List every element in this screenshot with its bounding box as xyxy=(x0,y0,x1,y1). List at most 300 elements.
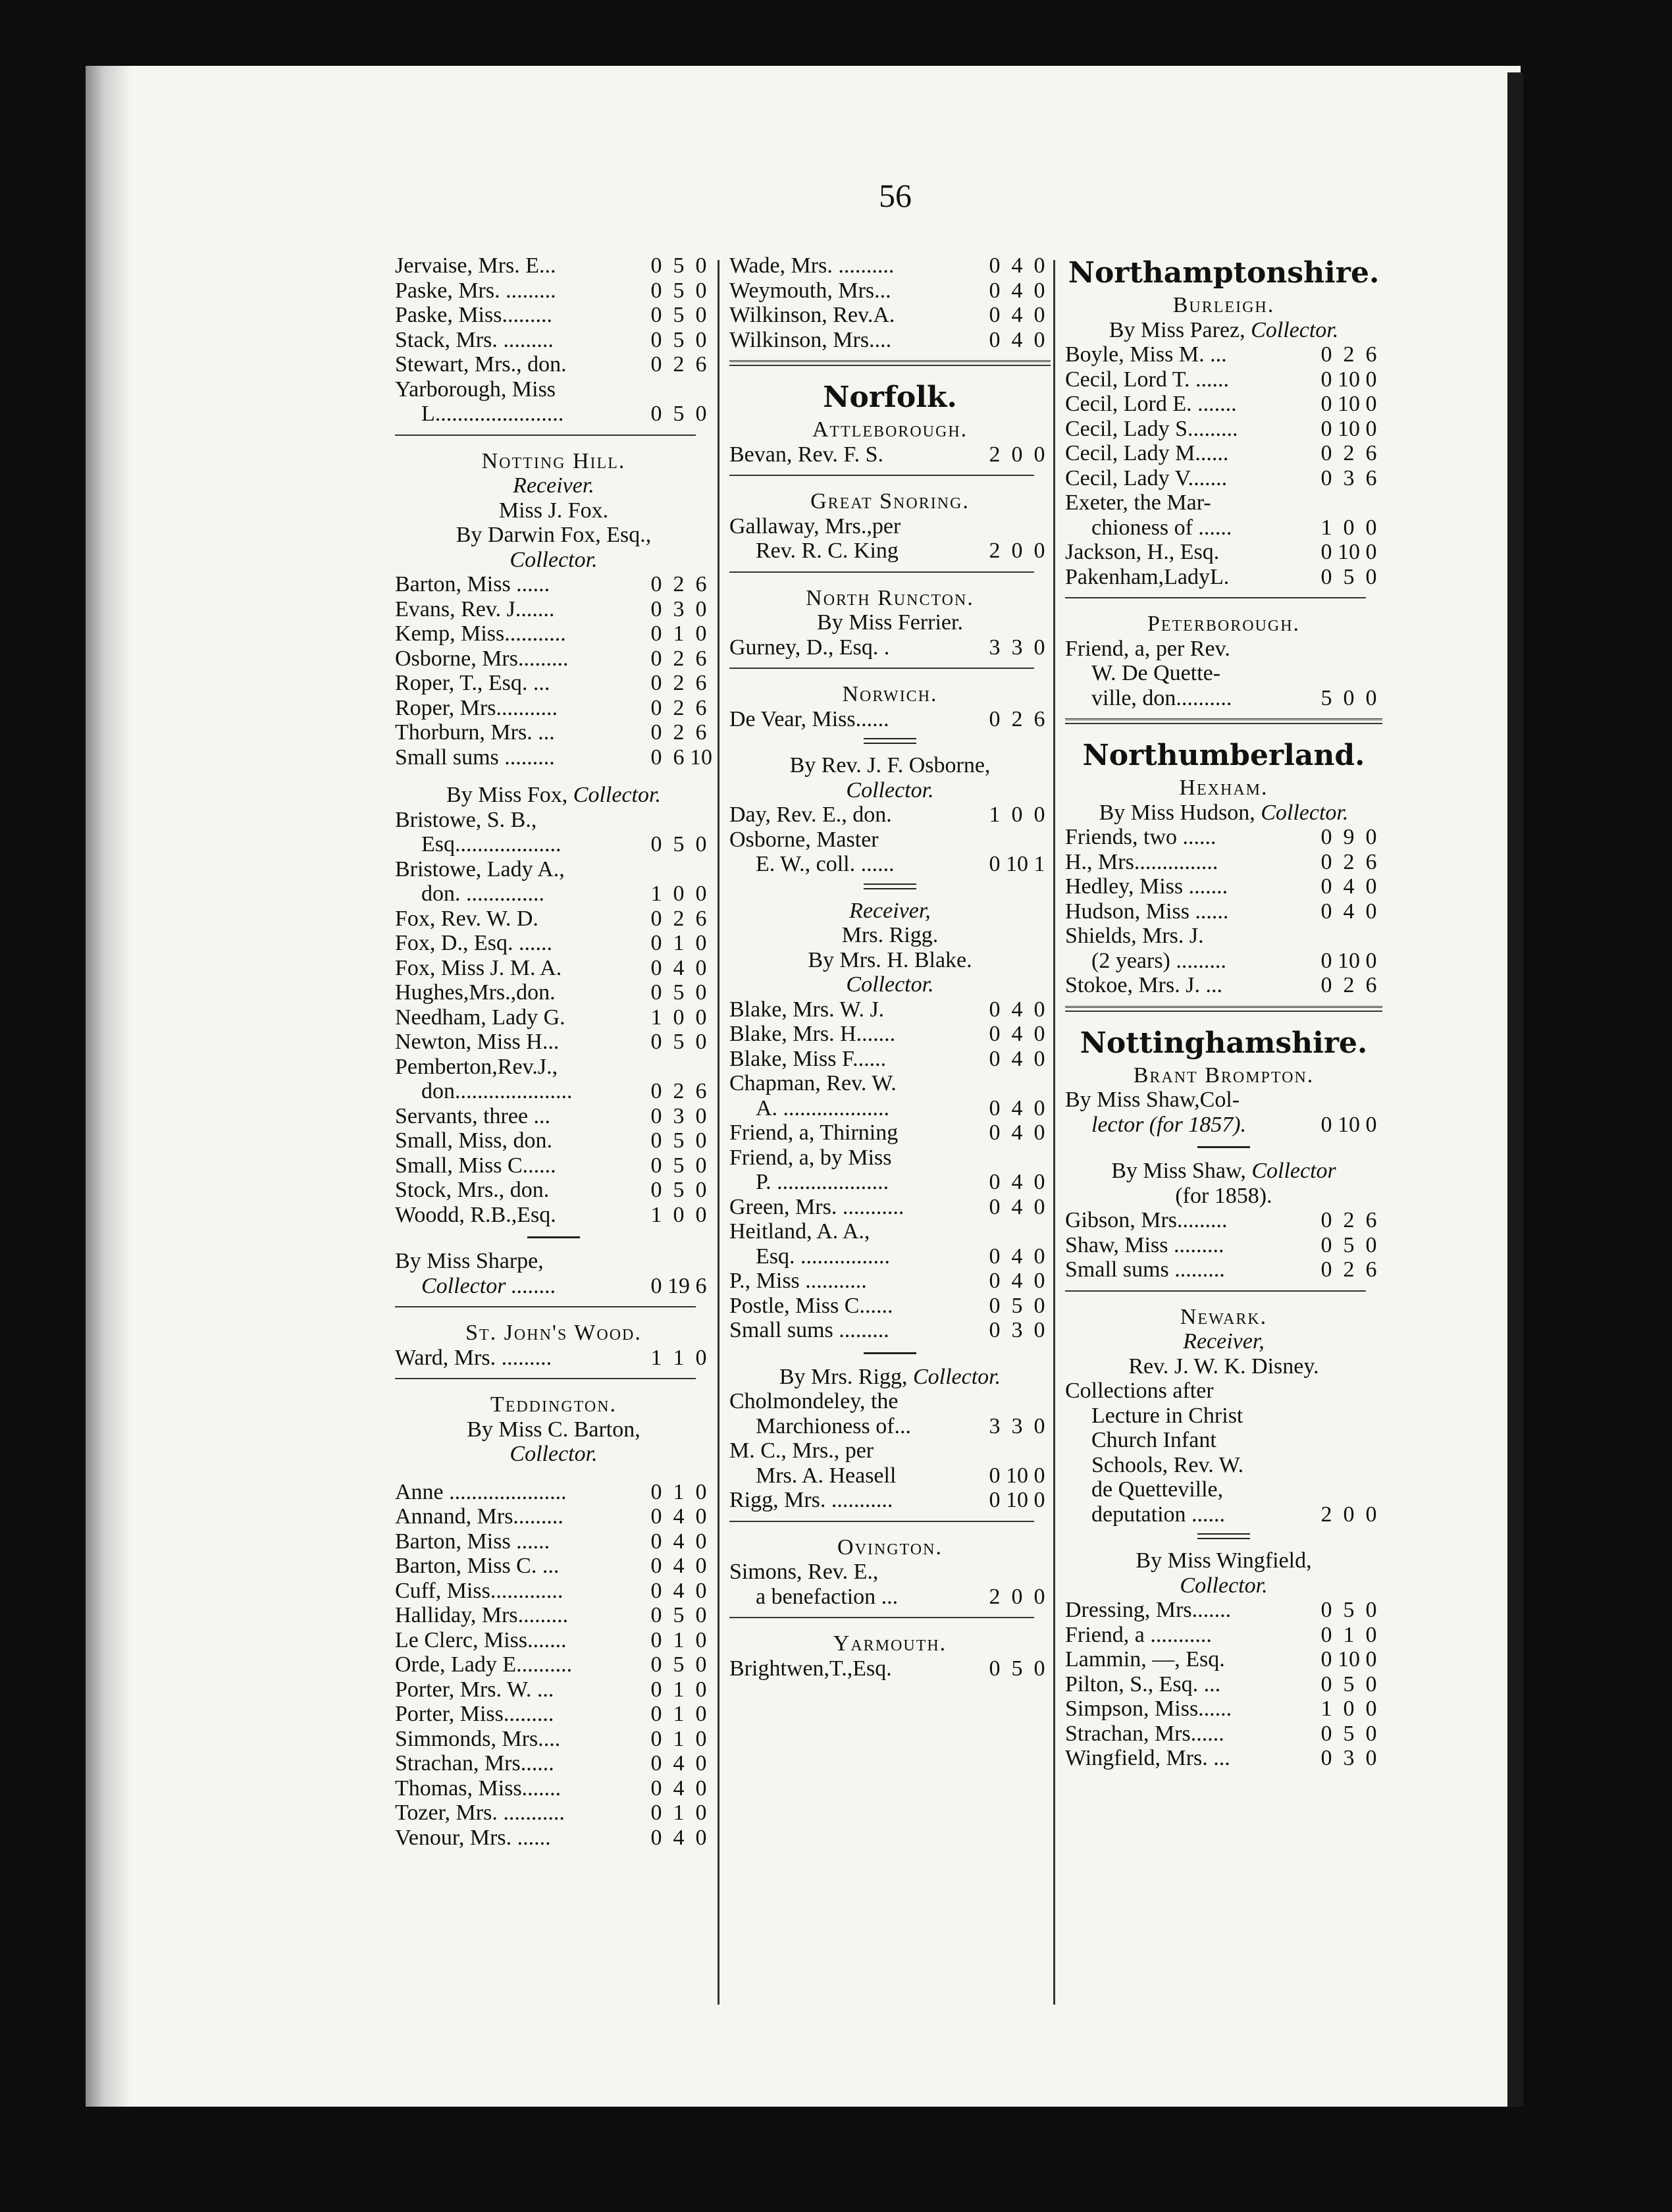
entry-row xyxy=(395,1751,712,1776)
amount-pounds: 0 xyxy=(1320,1112,1332,1137)
county-heading: Norfolk. xyxy=(823,381,957,414)
amount-pence: 0 xyxy=(1033,253,1045,278)
collector-label: Collector. xyxy=(1251,317,1339,342)
amount-pence: 6 xyxy=(695,695,707,720)
amount-pence: 0 xyxy=(695,1751,707,1776)
place-name: Brant Brompton. xyxy=(1133,1063,1315,1088)
entry-name: Fox, Rev. W. D. xyxy=(395,906,538,931)
sub-heading xyxy=(1065,1573,1382,1598)
amount-pence: 0 xyxy=(1365,899,1377,924)
amount-pounds: 0 xyxy=(650,1554,662,1578)
amount-pounds: 0 xyxy=(650,278,662,303)
amount-shillings: 10 xyxy=(1006,1463,1028,1488)
entry-name: Osborne, Master xyxy=(729,827,879,852)
amount-shillings: 4 xyxy=(1011,1022,1023,1046)
entry-continuation xyxy=(729,1244,1051,1269)
entry-continuation xyxy=(729,1463,1051,1488)
amount-pounds: 0 xyxy=(989,706,1001,731)
entry-name: Woodd, R.B.,Esq. xyxy=(395,1202,556,1227)
entry-continuation xyxy=(1065,1502,1382,1527)
heading-text: By Miss C. Barton, xyxy=(467,1417,640,1442)
amount-pence: 0 xyxy=(1365,825,1377,849)
amount-shillings: 2 xyxy=(673,1079,685,1103)
short-rule xyxy=(527,1236,580,1238)
place-name: St. John's Wood. xyxy=(465,1321,642,1345)
amount-pounds: 0 xyxy=(989,1170,1001,1194)
amount-shillings: 1 xyxy=(673,1801,685,1825)
entry-row xyxy=(729,442,1051,467)
column-divider xyxy=(718,260,719,2005)
amount-shillings: 10 xyxy=(1338,540,1360,564)
amount-shillings: 5 xyxy=(673,1030,685,1054)
entry-row xyxy=(729,253,1051,278)
amount-pounds xyxy=(1315,661,1338,686)
amount-shillings: 5 xyxy=(673,402,685,426)
amount-shillings: 5 xyxy=(1343,1232,1355,1257)
entry-row xyxy=(395,1178,712,1203)
amount-pence: 0 xyxy=(695,1603,707,1627)
amount-pence: 0 xyxy=(1033,327,1045,352)
amount-shillings: 2 xyxy=(673,695,685,720)
amount-pence: 0 xyxy=(1033,1170,1045,1194)
entry-row xyxy=(395,303,712,328)
amount-pounds: 0 xyxy=(650,906,662,931)
entry-name: P. .................... xyxy=(756,1170,889,1194)
amount-pence: 0 xyxy=(1033,1095,1045,1120)
place-heading xyxy=(395,1392,712,1417)
amount-pence xyxy=(690,377,712,402)
amount-pounds: 3 xyxy=(989,635,1001,660)
amount-pounds: 0 xyxy=(989,1120,1001,1145)
entry-row xyxy=(395,857,712,882)
amount-pounds xyxy=(645,377,667,402)
entry-name: Cecil, Lady V....... xyxy=(1065,465,1228,490)
amount-pence: 0 xyxy=(695,1554,707,1578)
amount-pence: 0 xyxy=(695,931,707,955)
amount-shillings: 0 xyxy=(1011,803,1023,827)
entry-name: Simons, Rev. E., xyxy=(729,1560,879,1584)
amount-shillings: 2 xyxy=(1343,441,1355,465)
place-heading xyxy=(1065,293,1382,318)
entry-name: de Quetteville, xyxy=(1091,1477,1224,1502)
entry-continuation xyxy=(1065,1477,1382,1502)
entry-row xyxy=(395,597,712,622)
amount-pounds: 0 xyxy=(650,1702,662,1726)
entry-name: Heitland, A. A., xyxy=(729,1219,870,1244)
amount-pence: 0 xyxy=(695,253,707,278)
amount-pounds: 0 xyxy=(989,1244,1001,1269)
amount-shillings: 5 xyxy=(1343,564,1355,589)
amount-pence xyxy=(1028,1219,1051,1244)
place-name: Newark. xyxy=(1180,1304,1268,1329)
column-divider xyxy=(1053,260,1055,2005)
collector-label: Collector. xyxy=(573,783,661,807)
amount-pounds: 0 xyxy=(650,745,662,770)
entry-row xyxy=(395,1128,712,1153)
entry-row xyxy=(395,621,712,646)
amount-shillings xyxy=(1338,1379,1360,1404)
amount-shillings: 1 xyxy=(673,621,685,646)
amount-pounds: 0 xyxy=(1320,1208,1332,1232)
amount-pounds: 0 xyxy=(650,1603,662,1627)
amount-shillings: 9 xyxy=(1343,825,1355,849)
entry-name: Bristowe, S. B., xyxy=(395,807,537,832)
entry-row xyxy=(1065,874,1382,899)
amount-pence: 0 xyxy=(695,1345,707,1370)
entry-row xyxy=(395,1249,712,1274)
entry-row xyxy=(1065,1598,1382,1623)
entry-row xyxy=(1065,1257,1382,1282)
place-heading xyxy=(729,417,1051,442)
entry-row xyxy=(729,997,1051,1022)
amount-pounds: 0 xyxy=(650,596,662,621)
amount-shillings: 1 xyxy=(673,1702,685,1726)
entry-row xyxy=(1065,367,1382,392)
amount-pence: 0 xyxy=(695,621,707,646)
amount-shillings xyxy=(667,1055,690,1080)
amount-shillings xyxy=(1006,1146,1028,1171)
short-rule xyxy=(864,1352,916,1354)
amount-shillings: 5 xyxy=(673,253,685,278)
entry-name: Hughes,Mrs.,don. xyxy=(395,980,556,1005)
amount-shillings: 0 xyxy=(673,882,685,906)
amount-pence: 0 xyxy=(695,1005,707,1030)
amount-pounds xyxy=(983,1146,1006,1171)
heading-text: By Miss Ferrier. xyxy=(817,610,963,635)
amount-pounds: 0 xyxy=(650,1677,662,1702)
amount-pence: 0 xyxy=(695,278,707,303)
amount-pence: 0 xyxy=(1365,1746,1377,1770)
amount-pence: 6 xyxy=(1365,1208,1377,1232)
amount-shillings: 0 xyxy=(1011,1584,1023,1609)
amount-pence: 0 xyxy=(1365,1647,1377,1672)
place-name: Great Snoring. xyxy=(810,489,970,514)
entry-row xyxy=(395,253,712,278)
entry-row xyxy=(395,1776,712,1801)
entry-name: Small sums ......... xyxy=(395,745,555,770)
amount-pence: 0 xyxy=(695,303,707,327)
entry-name: Cecil, Lord E. ....... xyxy=(1065,392,1237,416)
amount-shillings: 5 xyxy=(673,1652,685,1677)
entry-name: don..................... xyxy=(421,1079,573,1103)
amount-pounds xyxy=(983,1560,1006,1585)
entry-name: Paske, Miss......... xyxy=(395,303,552,327)
amount-pence: 0 xyxy=(1365,540,1377,564)
entry-name: Wilkinson, Mrs.... xyxy=(729,327,892,352)
amount-pence: 0 xyxy=(1033,442,1045,467)
amount-pounds: 0 xyxy=(650,1079,662,1103)
entry-name: Osborne, Mrs......... xyxy=(395,646,569,671)
short-rule xyxy=(1197,1146,1250,1148)
entry-name: Esq................... xyxy=(421,832,562,856)
entry-row xyxy=(1065,342,1382,367)
amount-pence: 0 xyxy=(1033,1120,1045,1145)
amount-pounds: 0 xyxy=(1320,1647,1332,1672)
entry-row xyxy=(395,352,712,377)
sub-heading xyxy=(729,899,1051,924)
amount-shillings: 4 xyxy=(1011,253,1023,278)
spacer xyxy=(395,770,712,783)
amount-pence: 6 xyxy=(695,1273,707,1298)
entry-row xyxy=(395,1677,712,1702)
amount-pounds: 1 xyxy=(650,1005,662,1030)
amount-pence: 0 xyxy=(1033,1293,1045,1318)
amount-pence: 6 xyxy=(695,906,707,931)
amount-shillings: 2 xyxy=(1343,973,1355,997)
heading-text: Receiver, xyxy=(1183,1329,1265,1354)
entry-row xyxy=(1065,850,1382,875)
sub-heading xyxy=(729,1365,1051,1390)
entry-name: Cuff, Miss............. xyxy=(395,1578,563,1603)
entry-row xyxy=(729,1195,1051,1220)
sub-heading xyxy=(395,1442,712,1467)
amount-pounds: 0 xyxy=(650,1178,662,1202)
amount-pounds: 2 xyxy=(1320,1502,1332,1527)
amount-pence xyxy=(1028,1438,1051,1463)
entry-row xyxy=(1065,540,1382,565)
entry-row xyxy=(395,1203,712,1228)
double-rule xyxy=(729,360,1051,366)
sub-heading xyxy=(395,523,712,548)
amount-pounds: 0 xyxy=(1320,564,1332,589)
entry-name: H., Mrs............... xyxy=(1065,849,1218,874)
amount-pounds: 0 xyxy=(650,1273,662,1298)
amount-shillings: 10 xyxy=(1338,1112,1360,1137)
amount-shillings: 3 xyxy=(1343,1746,1355,1770)
entry-row xyxy=(1065,899,1382,924)
entry-name: Ward, Mrs. ......... xyxy=(395,1345,552,1370)
amount-pence: 0 xyxy=(695,955,707,980)
amount-shillings: 4 xyxy=(1011,1194,1023,1219)
entry-name: Lammin, —, Esq. xyxy=(1065,1647,1225,1672)
amount-shillings: 2 xyxy=(1011,706,1023,731)
amount-pounds: 0 xyxy=(1320,849,1332,874)
entry-name: Servants, three ... xyxy=(395,1103,551,1128)
entry-row xyxy=(729,1294,1051,1319)
amount-pence: 0 xyxy=(1033,1244,1045,1269)
amount-pounds xyxy=(1315,1477,1338,1502)
place-heading xyxy=(729,682,1051,707)
amount-pence: 0 xyxy=(1033,803,1045,827)
amount-pounds xyxy=(1315,1088,1338,1113)
amount-pence: 0 xyxy=(1365,685,1377,710)
entry-continuation xyxy=(1065,515,1382,540)
entry-name: Evans, Rev. J....... xyxy=(395,596,555,621)
amount-pence: 0 xyxy=(695,1153,707,1178)
amount-shillings: 5 xyxy=(673,278,685,303)
entry-row xyxy=(729,514,1051,539)
amount-shillings xyxy=(1006,1438,1028,1463)
section-rule xyxy=(729,571,1034,573)
entry-row xyxy=(729,1146,1051,1171)
amount-shillings: 5 xyxy=(673,303,685,327)
entry-continuation xyxy=(729,852,1051,877)
entry-name: Cholmondeley, the xyxy=(729,1389,899,1413)
place-heading xyxy=(395,449,712,474)
entry-name: Mrs. A. Heasell xyxy=(756,1463,897,1488)
entry-row xyxy=(395,1153,712,1178)
entry-name: Lecture in Christ xyxy=(1091,1403,1243,1428)
amount-pence: 0 xyxy=(695,1578,707,1603)
amount-pence: 0 xyxy=(695,1627,707,1652)
section-rule xyxy=(395,1306,696,1307)
amount-shillings: 0 xyxy=(1343,515,1355,540)
entry-row xyxy=(395,278,712,303)
amount-pounds: 0 xyxy=(650,352,662,377)
entry-name: Thomas, Miss....... xyxy=(395,1776,562,1801)
amount-pounds: 0 xyxy=(650,1128,662,1153)
place-heading xyxy=(729,1535,1051,1560)
amount-shillings: 0 xyxy=(673,1202,685,1227)
amount-shillings: 3 xyxy=(673,1103,685,1128)
amount-pence: 10 xyxy=(690,745,712,770)
amount-pounds: 0 xyxy=(989,1194,1001,1219)
section-rule xyxy=(395,1378,696,1379)
entry-name: don. .............. xyxy=(421,882,544,906)
entry-name: Esq. ................ xyxy=(756,1244,890,1269)
entry-name: By Miss Shaw,Col- xyxy=(1065,1088,1240,1112)
county-heading: Nottinghamshire. xyxy=(1080,1026,1368,1060)
amount-pounds: 0 xyxy=(989,1046,1001,1071)
amount-pounds: 0 xyxy=(650,1751,662,1776)
entry-name: Friend, a ........... xyxy=(1065,1622,1212,1647)
amount-pence: 0 xyxy=(1033,1584,1045,1609)
amount-pounds: 0 xyxy=(650,931,662,955)
place-heading xyxy=(395,1321,712,1346)
entry-row xyxy=(1065,825,1382,850)
amount-pence: 0 xyxy=(695,1825,707,1850)
entry-continuation xyxy=(1065,1453,1382,1478)
amount-pence: 0 xyxy=(1033,1656,1045,1681)
entry-row xyxy=(729,1488,1051,1513)
heading-text: Receiver, xyxy=(849,898,931,923)
amount-pence: 0 xyxy=(1033,1488,1045,1512)
amount-pounds: 0 xyxy=(650,303,662,327)
entry-name: De Vear, Miss...... xyxy=(729,706,889,731)
entry-name: W. De Quette- xyxy=(1091,661,1221,685)
entry-row xyxy=(395,572,712,597)
amount-pounds: 1 xyxy=(989,803,1001,827)
entry-name: Strachan, Mrs...... xyxy=(395,1751,554,1776)
amount-shillings: 3 xyxy=(673,596,685,621)
entry-row xyxy=(395,1801,712,1826)
amount-pounds: 0 xyxy=(650,720,662,745)
entry-name: Rigg, Mrs. ........... xyxy=(729,1488,893,1512)
entry-name: Roper, T., Esq. ... xyxy=(395,671,550,695)
amount-pounds: 0 xyxy=(989,1488,1001,1512)
amount-pounds: 0 xyxy=(1320,874,1332,899)
amount-pence xyxy=(1360,1404,1382,1429)
amount-shillings: 4 xyxy=(673,1776,685,1801)
amount-pounds: 0 xyxy=(989,1022,1001,1046)
spacer xyxy=(395,1467,712,1480)
collector-label: Collector. xyxy=(912,1364,1001,1389)
entry-name: Collections after xyxy=(1065,1379,1214,1403)
entry-name: Blake, Mrs. H....... xyxy=(729,1022,896,1046)
entry-row xyxy=(395,671,712,696)
entry-name: A. ................... xyxy=(756,1095,890,1120)
sub-heading xyxy=(729,948,1051,973)
entry-name: Stokoe, Mrs. J. ... xyxy=(1065,973,1222,997)
amount-pounds: 0 xyxy=(650,1153,662,1178)
amount-pence: 0 xyxy=(1365,1622,1377,1647)
amount-shillings: 1 xyxy=(673,931,685,955)
amount-shillings: 2 xyxy=(1343,342,1355,367)
entry-name: Roper, Mrs........... xyxy=(395,695,558,720)
amount-shillings: 5 xyxy=(1343,1721,1355,1746)
entry-name: Blake, Miss F...... xyxy=(729,1046,887,1071)
amount-pence: 0 xyxy=(1033,997,1045,1022)
amount-pounds: 0 xyxy=(1320,441,1332,465)
entry-row xyxy=(1065,1623,1382,1648)
amount-pence: 6 xyxy=(695,1079,707,1103)
short-double-rule xyxy=(864,883,916,889)
entry-name: Cecil, Lady M...... xyxy=(1065,441,1229,465)
amount-shillings: 4 xyxy=(1011,997,1023,1022)
entry-name: Schools, Rev. W. xyxy=(1091,1452,1244,1477)
entry-row xyxy=(395,1727,712,1752)
entry-row xyxy=(395,931,712,956)
entry-row xyxy=(729,1120,1051,1146)
entry-name: Gallaway, Mrs.,per xyxy=(729,514,901,539)
amount-pounds: 0 xyxy=(1320,1622,1332,1647)
amount-shillings: 5 xyxy=(1011,1656,1023,1681)
heading-text: Collector. xyxy=(846,777,934,803)
entry-name: By Miss Sharpe, xyxy=(395,1249,544,1273)
sub-heading xyxy=(1065,1159,1382,1184)
amount-pounds: 0 xyxy=(1320,825,1332,849)
entry-continuation xyxy=(395,832,712,857)
amount-shillings: 4 xyxy=(673,1825,685,1850)
amount-shillings xyxy=(1006,1389,1028,1414)
heading-text: Receiver. xyxy=(513,473,594,498)
entry-name: Venour, Mrs. ...... xyxy=(395,1825,551,1850)
entry-name: Newton, Miss H... xyxy=(395,1030,560,1054)
amount-shillings: 10 xyxy=(1338,416,1360,441)
amount-pounds xyxy=(1315,1428,1338,1453)
entry-continuation xyxy=(729,1414,1051,1439)
entry-row xyxy=(729,1318,1051,1343)
heading-text: By Miss Hudson, xyxy=(1099,800,1255,825)
amount-pounds: 0 xyxy=(1320,1598,1332,1622)
section-rule xyxy=(729,1617,1034,1618)
amount-pence xyxy=(690,1055,712,1080)
amount-pence: 6 xyxy=(1365,465,1377,490)
entry-continuation xyxy=(395,882,712,907)
amount-shillings: 4 xyxy=(1011,1120,1023,1145)
heading-text: Collector. xyxy=(509,547,598,572)
entry-name: Simpson, Miss...... xyxy=(1065,1697,1232,1721)
amount-shillings xyxy=(667,1249,690,1274)
amount-shillings: 4 xyxy=(673,1554,685,1578)
amount-pence: 0 xyxy=(1365,948,1377,973)
heading-text: By Rev. J. F. Osborne, xyxy=(789,753,991,777)
amount-pounds: 0 xyxy=(1320,540,1332,564)
amount-pounds: 0 xyxy=(650,1825,662,1850)
amount-pounds: 0 xyxy=(650,253,662,278)
amount-pounds: 0 xyxy=(1320,416,1332,441)
sub-heading xyxy=(1065,1329,1382,1354)
entry-name: Pilton, S., Esq. ... xyxy=(1065,1672,1221,1697)
amount-shillings: 4 xyxy=(1011,1269,1023,1293)
amount-shillings: 1 xyxy=(673,1677,685,1702)
sub-heading xyxy=(395,473,712,498)
entry-row xyxy=(1065,637,1382,662)
entry-row xyxy=(395,1529,712,1554)
amount-shillings: 1 xyxy=(1343,1622,1355,1647)
amount-pence: 0 xyxy=(1365,1502,1377,1527)
entry-name: Wade, Mrs. .......... xyxy=(729,253,895,278)
